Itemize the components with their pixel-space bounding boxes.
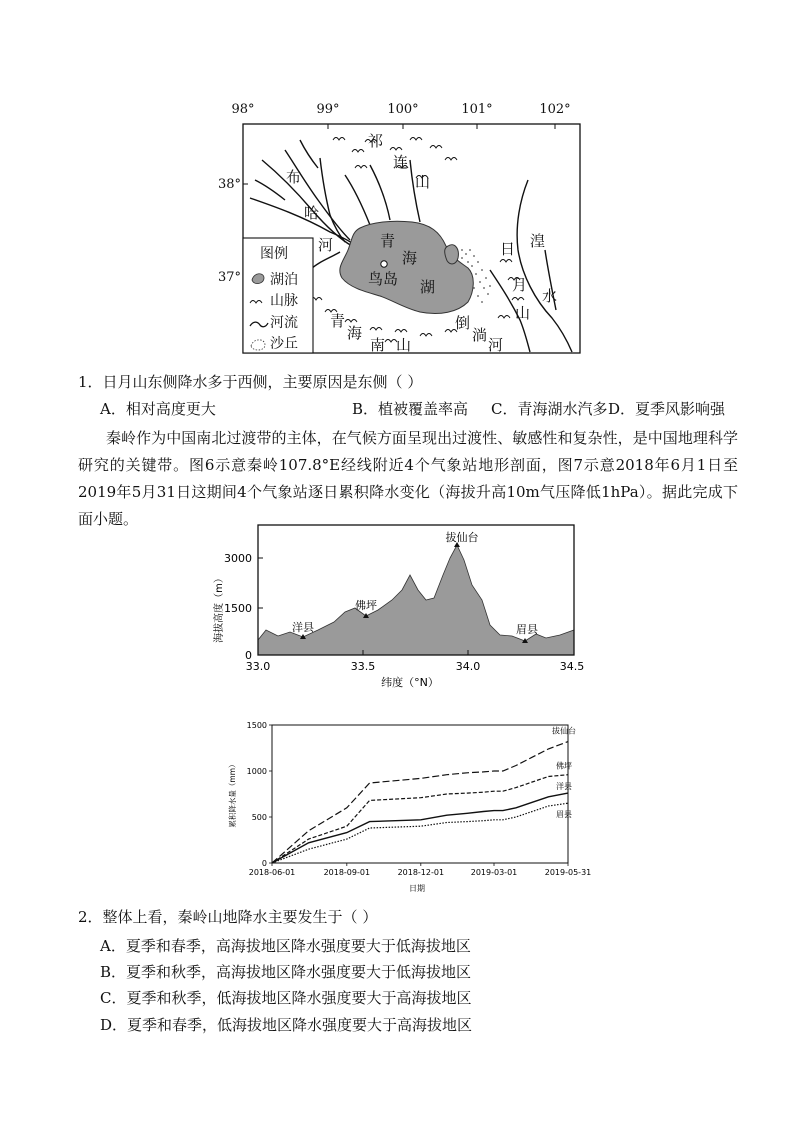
label-tang: 淌 [472,326,488,344]
precip-series-line-0 [272,742,568,863]
small-lake [445,245,459,264]
legend-river: 河流 [270,315,298,331]
precip-series-line-2 [272,793,568,863]
precip-plot-frame [272,725,568,863]
label-he1: 河 [318,236,334,254]
label-shan2: 山 [515,304,531,322]
q2-option-a[interactable]: A．夏季和春季，高海拔地区降水强度要大于低海拔地区 [100,937,471,955]
label-qi: 祁 [368,132,384,150]
lon-label-98: 98° [231,102,255,117]
lon-label-101: 101° [461,102,493,117]
terrain-profile-chart [205,522,590,692]
station-baxiantai: 拔仙台 [445,531,479,544]
cumulative-precipitation-chart [215,715,595,900]
label-lian: 连 [393,153,409,171]
lon-label-100: 100° [387,102,419,117]
bird-island-marker [381,261,387,267]
profile-y-tick-0: 0 [245,649,252,662]
label-he2: 河 [488,336,504,354]
label-shan1: 山 [415,173,431,191]
lat-label-38: 38° [218,177,242,192]
label-ri: 日 [500,240,516,258]
lon-label-102: 102° [539,102,571,117]
precip-x-tick-label: 2018-06-01 [248,868,296,877]
lon-label-99: 99° [316,102,340,117]
question-1-stem: 1．日月山东侧降水多于西侧，主要原因是东侧（ ） [78,373,423,391]
station-meixian: 眉县 [516,623,538,636]
profile-x-tick-33-0: 33.0 [245,660,271,673]
label-qing1: 青 [380,232,396,250]
profile-y-tick-1500: 1500 [224,602,252,615]
q2-option-c[interactable]: C．夏季和秋季，低海拔地区降水强度要大于高海拔地区 [100,989,472,1007]
qinghai-lake-map [200,95,600,360]
profile-x-tick-34-5: 34.5 [559,660,585,673]
precip-y-tick-label: 0 [261,859,267,868]
label-huang: 湟 [530,232,546,250]
label-ha: 哈 [304,204,320,222]
precip-series-line-3 [272,803,568,863]
precip-y-tick-label: 1500 [246,721,267,730]
station-foping: 佛坪 [355,599,377,612]
precip-series-label-3: 眉县 [556,810,572,820]
legend-lake: 湖泊 [270,272,298,288]
label-shui: 水 [542,287,558,305]
q2-option-d[interactable]: D．夏季和春季，低海拔地区降水强度要大于高海拔地区 [100,1016,473,1034]
precip-x-tick-label: 2018-12-01 [397,868,445,877]
legend-dune: 沙丘 [270,336,298,352]
profile-x-label: 纬度（°N） [381,676,439,689]
lat-label-37: 37° [218,270,242,285]
label-bu: 布 [286,168,302,186]
label-hai1: 海 [402,249,418,267]
precip-series-line-1 [272,775,568,863]
label-dao: 倒 [455,314,471,332]
profile-y-tick-3000: 3000 [224,552,252,565]
precip-x-label: 日期 [409,884,425,893]
precip-series-label-2: 洋县 [556,782,572,792]
precip-series-label-0: 拔仙台 [552,726,576,736]
q2-option-b[interactable]: B．夏季和秋季，高海拔地区降水强度要大于低海拔地区 [100,963,472,981]
q1-option-a[interactable]: A．相对高度更大 [100,400,216,418]
precip-y-tick-label: 500 [251,813,267,822]
label-qing2: 青 [330,312,346,330]
label-shan3: 山 [396,336,412,354]
label-hu: 湖 [420,278,436,296]
precip-y-tick-label: 1000 [246,767,267,776]
profile-x-tick-34-0: 34.0 [455,660,481,673]
q1-option-d[interactable]: D．夏季风影响强 [608,400,726,418]
precip-x-tick-label: 2019-03-01 [470,868,518,877]
label-hai2: 海 [347,324,363,342]
q1-option-b[interactable]: B．植被覆盖率高 [352,400,469,418]
question-2-stem: 2．整体上看，秦岭山地降水主要发生于（ ） [78,908,378,926]
legend-mountain: 山脉 [270,293,298,309]
profile-x-tick-33-5: 33.5 [350,660,376,673]
precip-series-label-1: 佛坪 [556,761,572,771]
legend-title: 图例 [260,246,288,262]
qinghai-lake [340,221,473,313]
label-yue: 月 [512,276,528,294]
label-niaodao: 鸟岛 [368,270,399,288]
station-yangxian: 洋县 [292,621,314,634]
precip-x-tick-label: 2018-09-01 [323,868,371,877]
precip-y-label: 累积降水量（mm） [228,760,237,828]
q1-option-c[interactable]: C．青海湖水汽多 [491,400,608,418]
profile-y-label: 海拔高度（m） [214,573,225,643]
precip-x-tick-label: 2019-05-31 [544,868,592,877]
passage-text: 秦岭作为中国南北过渡带的主体，在气候方面呈现出过渡性、敏感性和复杂性，是中国地理科学研究的关键带。图6示意秦岭107.8°E经线附近4个气象站地形剖面，图7示意2018年6月1日至2019年5月31日这期间4个气象站逐日累积降水变化（海拔升高10m气压降低1hPa）。据此完成下面小题。 [78,429,738,528]
label-nan: 南 [370,336,386,354]
